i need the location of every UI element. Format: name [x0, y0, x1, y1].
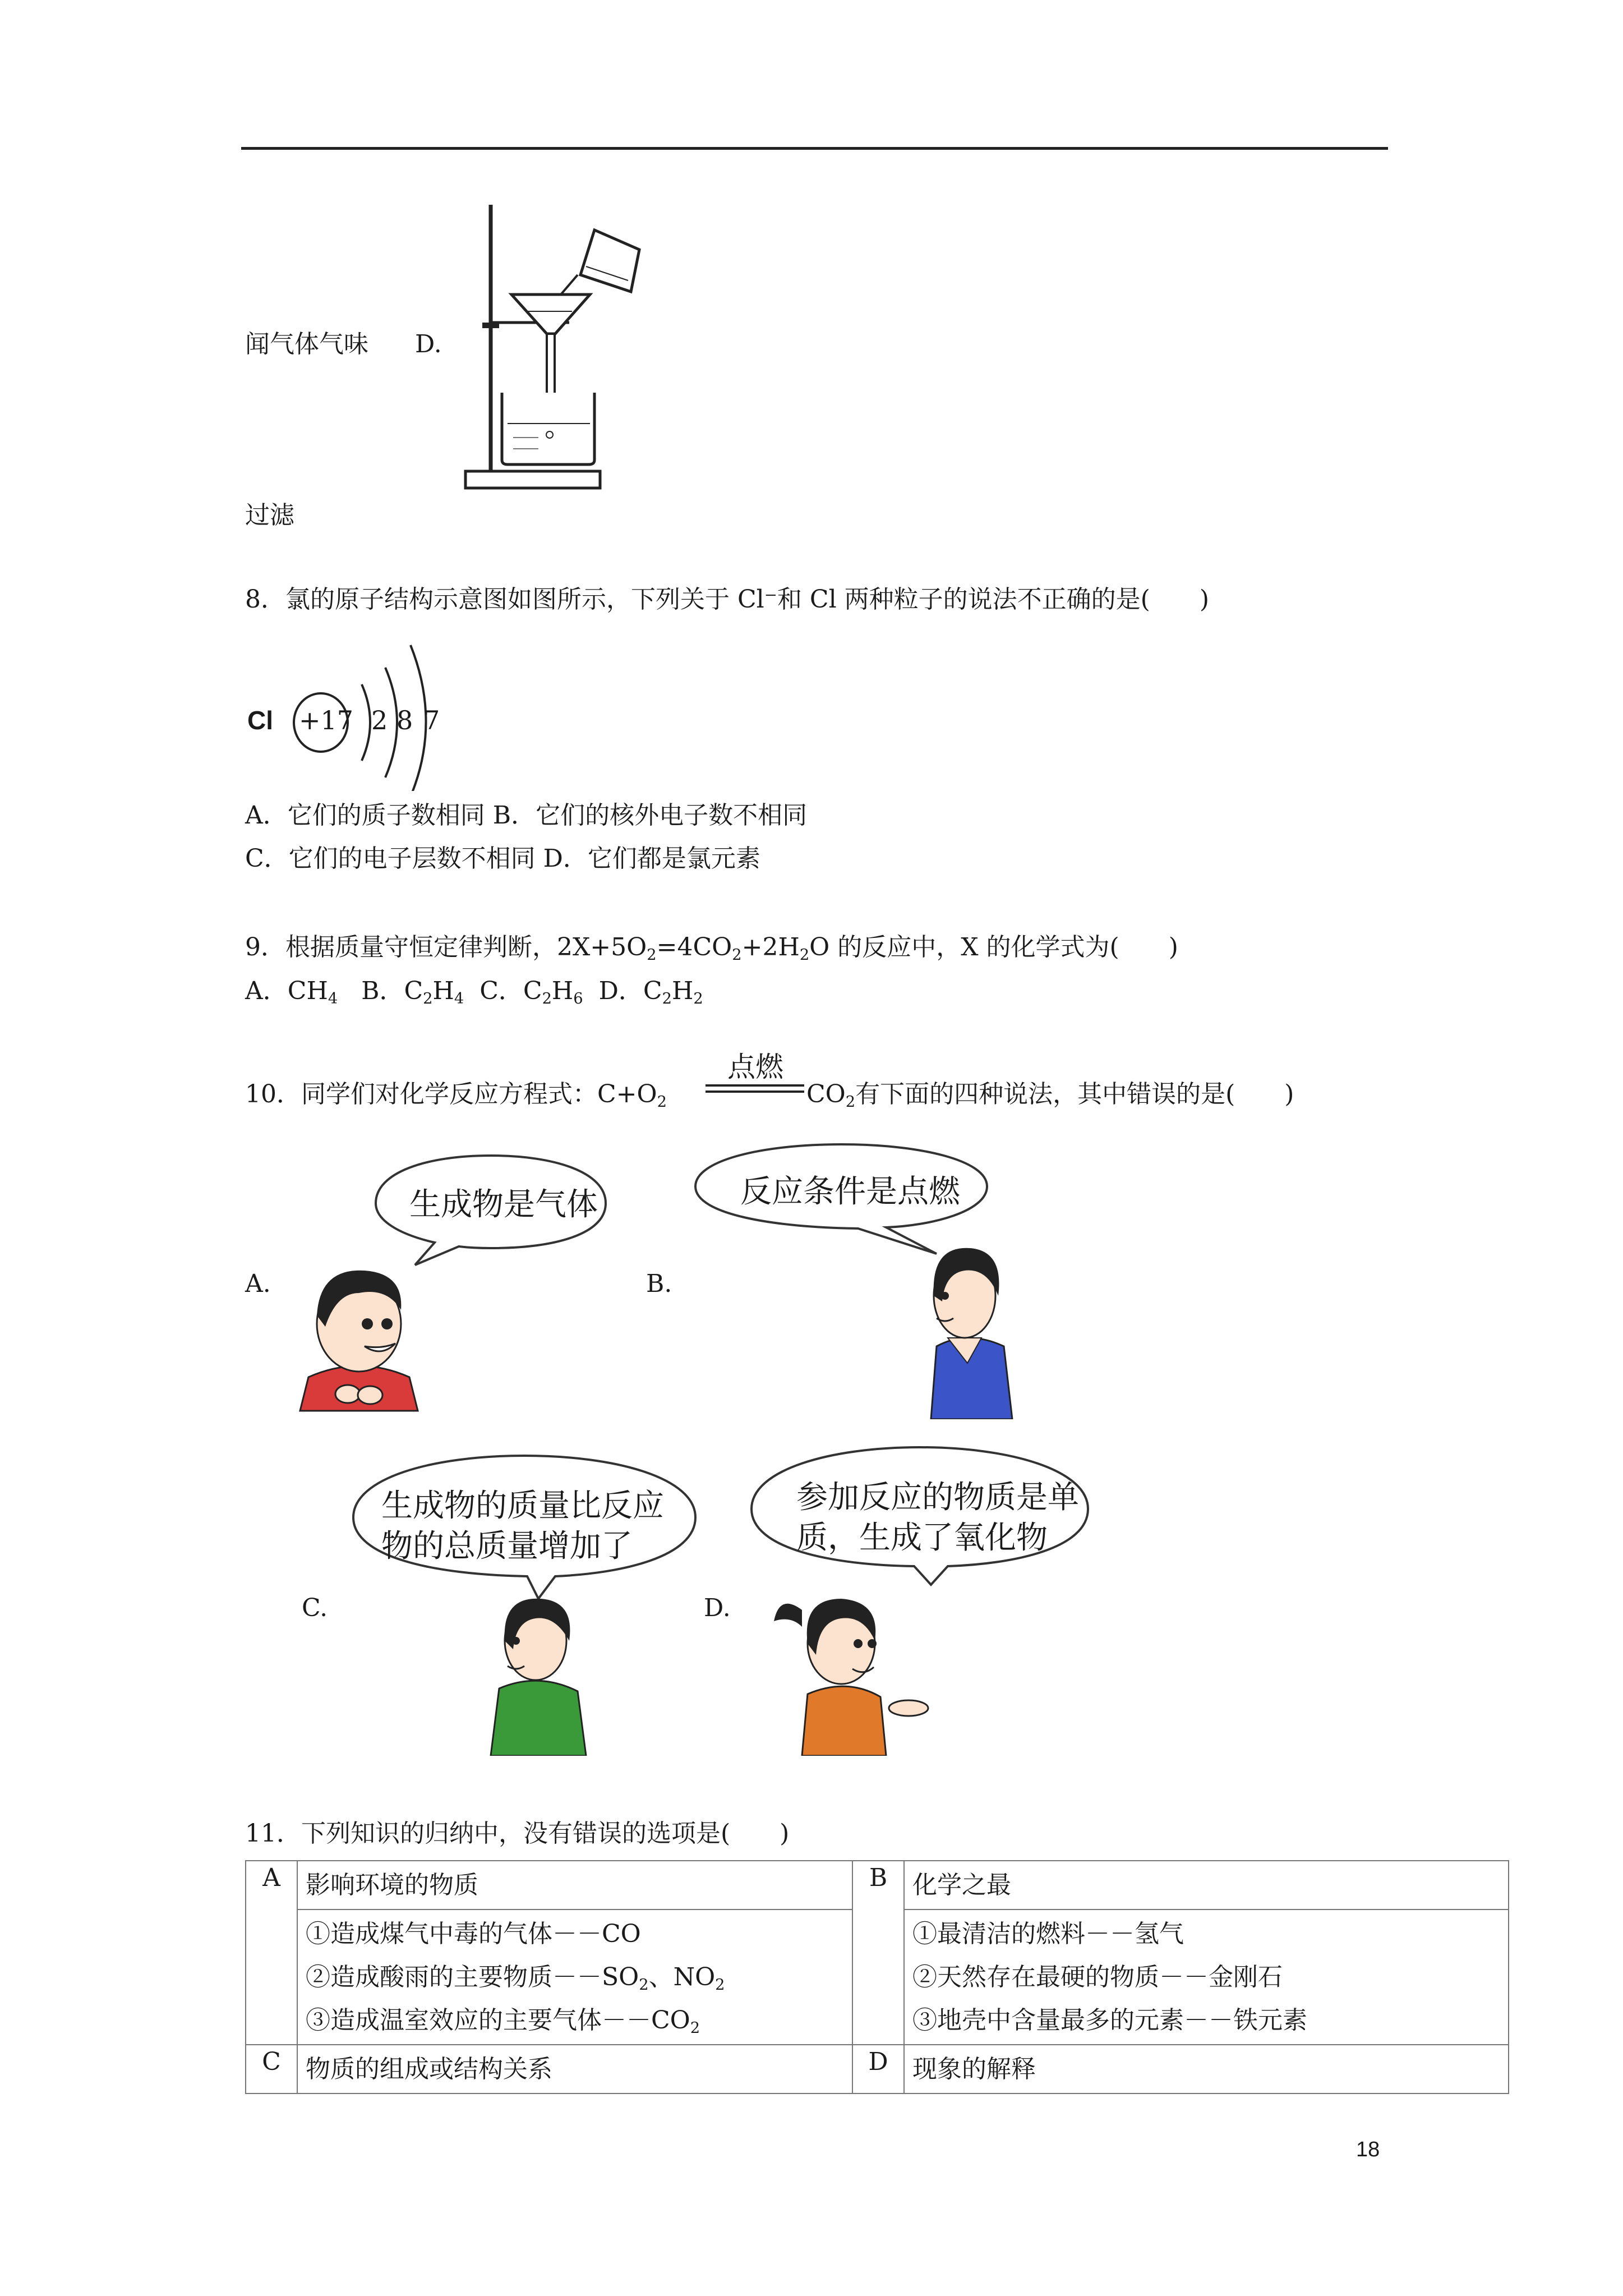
q9-options: A．$CH_4$ B．$C_2H_4$ C．$C_2H_6$ D．$C_2H_2$ — [245, 977, 703, 1008]
equation-bar-top — [706, 1084, 804, 1087]
table-row — [246, 2045, 1509, 2093]
cell-a-title: 影响环境的物质 — [297, 1861, 852, 1910]
q11-knowledge-table — [245, 1860, 1509, 2094]
q10-label-d: D. — [704, 1594, 731, 1622]
student-b-illustration — [914, 1234, 1021, 1419]
q10-stem-prefix: 10．同学们对化学反应方程式：$C+O_2$ — [245, 1080, 667, 1111]
chlorine-atom-diagram — [245, 628, 458, 791]
student-d-illustration — [768, 1576, 937, 1756]
reaction-condition: 点燃 — [727, 1051, 783, 1083]
cell-c-title: 物质的组成或结构关系 — [297, 2045, 852, 2093]
q8-options-line1: A．它们的质子数相同 B．它们的核外电子数不相同 — [245, 801, 808, 830]
cell-b-code: B — [852, 1861, 904, 2045]
cell-b-title: 化学之最 — [904, 1861, 1509, 1910]
cell-c-code: C — [246, 2045, 297, 2093]
page-number: 18 — [1356, 2138, 1380, 2161]
bubble-c-line1: 生成物的质量比反应 — [381, 1488, 664, 1524]
shell-3-electrons: 7 — [423, 705, 440, 735]
q10-label-b: B. — [646, 1269, 672, 1298]
q10-label-a: A. — [245, 1269, 271, 1298]
filtration-apparatus-figure — [460, 196, 651, 494]
bubble-c-line2: 物的总质量增加了 — [381, 1528, 633, 1565]
cell-a-items: ①造成煤气中毒的气体－－CO ②造成酸雨的主要物质$--SO_2$、$NO_2$ ③造成温室效应的主要气体$--CO_2$ — [297, 1910, 852, 2045]
shell-1-electrons: 2 — [371, 705, 388, 735]
q10-stem-suffix: $CO_2$有下面的四种说法，其中错误的是( ) — [806, 1080, 1294, 1111]
student-a-illustration — [292, 1243, 426, 1416]
student-c-illustration — [482, 1588, 594, 1756]
shell-2-electrons: 8 — [396, 705, 413, 735]
bubble-a-text: 生成物是气体 — [409, 1186, 598, 1223]
q7-option-d-label: D. — [415, 330, 442, 358]
q8-stem: 8．氯的原子结构示意图如图所示，下列关于 Cl⁻和 Cl 两种粒子的说法不正确的是( ) — [245, 585, 1209, 614]
element-symbol: Cl — [247, 706, 273, 735]
q9-stem: 9．根据质量守恒定律判断，$2X+5O_2=4CO_2+2H_2O$ 的反应中，X 的化学式为( ) — [245, 933, 1178, 964]
cell-b-items: ①最清洁的燃料－－氢气 ②天然存在最硬的物质－－金刚石 ③地壳中含量最多的元素－－铁元素 — [904, 1910, 1509, 2045]
q10-label-c: C. — [302, 1594, 328, 1622]
nucleus-charge: +17 — [299, 705, 354, 735]
cell-d-code: D — [852, 2045, 904, 2093]
cell-d-title: 现象的解释 — [904, 2045, 1509, 2093]
table-row — [246, 1861, 1509, 1910]
bubble-d-line2: 质，生成了氧化物 — [796, 1520, 1048, 1556]
cell-a-code: A — [246, 1861, 297, 2045]
bubble-b-text: 反应条件是点燃 — [740, 1174, 960, 1210]
q7-option-c-text: 闻气体气味 — [245, 330, 368, 358]
q11-stem: 11．下列知识的归纳中，没有错误的选项是( ) — [245, 1819, 790, 1848]
header-rule — [241, 147, 1388, 150]
q8-options-line2: C．它们的电子层数不相同 D．它们都是氯元素 — [245, 844, 760, 873]
q7-option-d-caption: 过滤 — [245, 501, 294, 530]
bubble-d-line1: 参加反应的物质是单 — [796, 1479, 1079, 1516]
equation-bar-bottom — [706, 1091, 804, 1093]
